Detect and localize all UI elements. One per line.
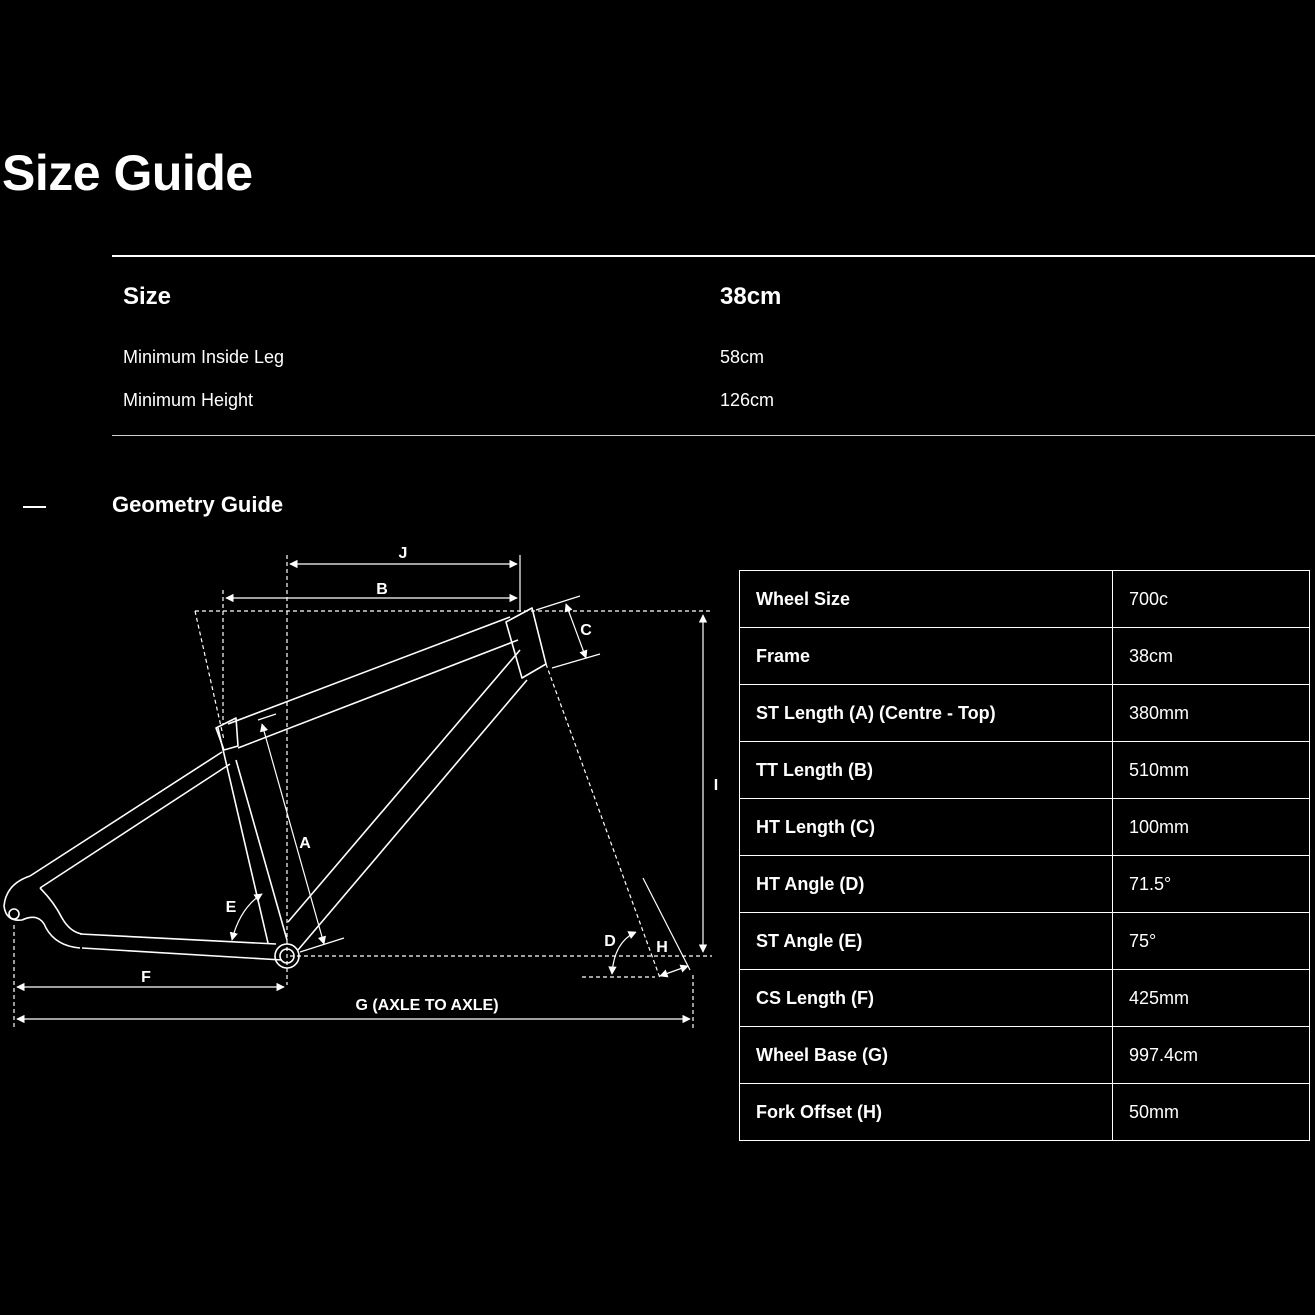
geometry-value: 997.4cm <box>1113 1027 1310 1084</box>
geometry-label: HT Angle (D) <box>740 856 1113 913</box>
geometry-value: 510mm <box>1113 742 1310 799</box>
table-row <box>740 628 1310 685</box>
size-row-value: 126cm <box>720 390 775 410</box>
table-row <box>740 970 1310 1027</box>
geometry-value: 425mm <box>1113 970 1310 1027</box>
geometry-value: 380mm <box>1113 685 1310 742</box>
geometry-value: 700c <box>1113 571 1310 628</box>
geometry-label: CS Length (F) <box>740 970 1113 1027</box>
label-g: G (AXLE TO AXLE) <box>355 997 499 1014</box>
geometry-label: TT Length (B) <box>740 742 1113 799</box>
dimension-lines <box>14 555 712 1028</box>
table-row <box>740 685 1310 742</box>
table-row <box>740 799 1310 856</box>
table-row <box>740 742 1310 799</box>
geometry-table <box>739 570 1310 1141</box>
geometry-label: ST Length (A) (Centre - Top) <box>740 685 1113 742</box>
size-header-value: 38cm <box>720 283 782 310</box>
collapse-dash-icon[interactable] <box>23 506 46 508</box>
label-f: F <box>141 969 151 986</box>
geometry-value: 38cm <box>1113 628 1310 685</box>
frame-outline <box>4 608 546 968</box>
label-a: A <box>299 835 311 852</box>
geometry-label: ST Angle (E) <box>740 913 1113 970</box>
geometry-label: HT Length (C) <box>740 799 1113 856</box>
table-row <box>740 1027 1310 1084</box>
geometry-value: 50mm <box>1113 1084 1310 1141</box>
table-row <box>740 913 1310 970</box>
label-c: C <box>580 622 592 639</box>
page-title: Size Guide <box>2 145 253 201</box>
size-row-label: Minimum Inside Leg <box>123 347 285 367</box>
geometry-label: Wheel Base (G) <box>740 1027 1113 1084</box>
geometry-label: Frame <box>740 628 1113 685</box>
geometry-value: 75° <box>1113 913 1310 970</box>
size-header-label: Size <box>123 283 172 310</box>
dimension-labels <box>141 545 718 1014</box>
geometry-guide-title[interactable]: Geometry Guide <box>112 492 284 517</box>
size-row-value: 58cm <box>720 347 765 367</box>
size-table <box>112 255 1315 436</box>
table-row <box>740 1084 1310 1141</box>
label-e: E <box>225 899 237 916</box>
size-row-label: Minimum Height <box>123 390 254 410</box>
geometry-label: Fork Offset (H) <box>740 1084 1113 1141</box>
geometry-value: 100mm <box>1113 799 1310 856</box>
table-row <box>740 571 1310 628</box>
frame-geometry-diagram <box>0 540 730 1040</box>
label-b: B <box>376 581 388 598</box>
label-j: J <box>398 545 408 562</box>
label-i: I <box>713 777 719 794</box>
label-d: D <box>604 933 616 950</box>
table-row <box>740 856 1310 913</box>
geometry-label: Wheel Size <box>740 571 1113 628</box>
geometry-value: 71.5° <box>1113 856 1310 913</box>
label-h: H <box>656 939 668 956</box>
